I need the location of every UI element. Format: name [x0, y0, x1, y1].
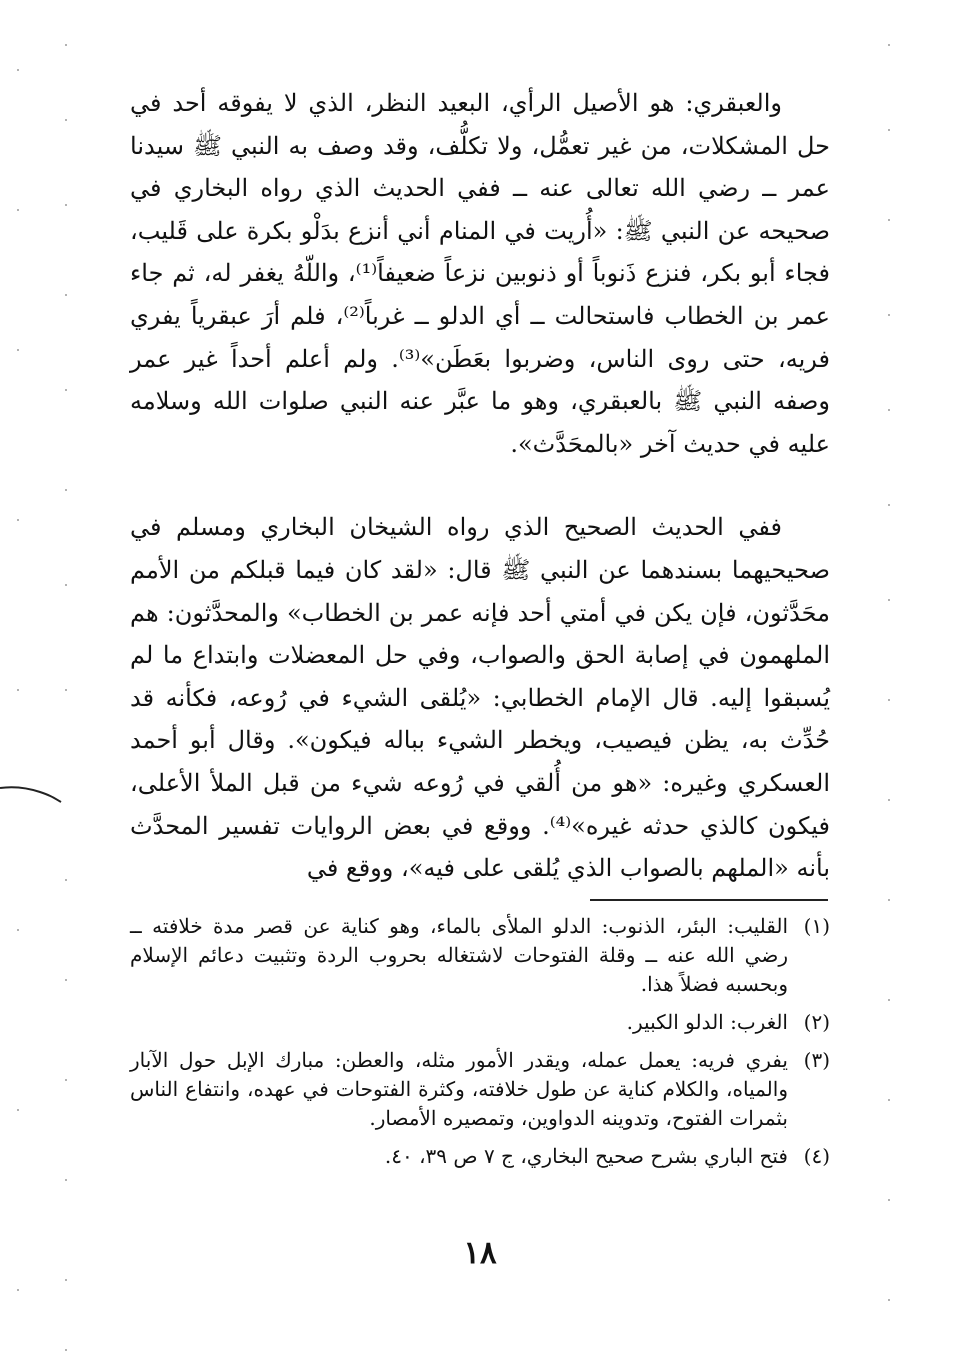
paragraph-2 — [130, 506, 830, 889]
paragraph-1-text: والعبقري: هو الأصيل الرأي، البعيد النظر، الذي لا يفوقه أحد في حل المشكلات، من غير تعمُّل، ولا تكلُّف، وقد وصف به النبي ﷺ سيدنا عمر ــ رضي الله تعالى عنه ــ ففي الحديث الذي رواه البخاري في صحيحه عن النبي ﷺ: «أُريت في المنام أني أنزع بدَلْو بكرة على قَليب، فجاء أبو بكر، فنزع ذَنوباً أو ذنوبين نزعاً ضعيفاً⁽¹⁾، واللّهُ يغفر له، ثم جاء عمر بن الخطاب فاستحالت ــ أي الدلو ــ غرباً⁽²⁾، فلم أرَ عبقرياً يفري فريه، حتى روى الناس، وضربوا بعَطَن»⁽³⁾. ولم أعلم أحداً غير عمر وصفه النبي ﷺ بالعبقري، وهو ما عبَّر عنه النبي صلوات الله وسلامه عليه في حديث آخر «بالمحَدَّث». — [130, 89, 830, 458]
footnote-text: فتح الباري بشرح صحيح البخاري، ج ٧ ص ٣٩، ٤٠. — [384, 1144, 788, 1168]
footnote-number: (٢) — [803, 1010, 830, 1034]
footnote-3 — [130, 1046, 830, 1133]
footnote-2 — [130, 1008, 830, 1037]
footnote-text: القليب: البئر، الذنوب: الدلو الملأى بالماء، وهو كناية عن قصر مدة خلافته ــ رضي الله عنه ــ وقلة الفتوحات لاشتغاله بحروب الردة وتثبيت دعائم الإسلام وبحسبه فضلاً هذا. — [130, 914, 788, 996]
footnote-number: (٣) — [803, 1048, 830, 1072]
footnote-number: (٤) — [803, 1144, 830, 1168]
page-content — [130, 82, 830, 890]
paragraph-2-text: ففي الحديث الصحيح الذي رواه الشيخان البخاري ومسلم في صحيحيهما بسندهما عن النبي ﷺ قال: «لقد كان فيما قبلكم من الأمم محَدَّثون، فإن يكن في أمتي أحد فإنه عمر بن الخطاب» والمحدَّثون: هم الملهمون في إصابة الحق والصواب، وفي حل المعضلات وابتداع ما لم يُسبقوا إليه. قال الإمام الخطابي: «يُلقى الشيء في رُوعه، فكأنه قد حُدِّث به، يظن فيصيب، ويخطر الشيء بباله فيكون». وقال أبو أحمد العسكري وغيره: «هو من أُلقي في رُوعه شيء من قبل الملأ الأعلى، فيكون كالذي حدثه غيره»⁽⁴⁾. ووقع في بعض الروايات تفسير المحدَّث بأنه «الملهم بالصواب الذي يُلقى على فيه»، ووقع في — [130, 513, 830, 883]
footnote-text: يفري فريه: يعمل عمله، ويقدر الأمور مثله، والعطن: مبارك الإبل حول الآبار والمياه، والكلام كناية عن طول خلافته، وكثرة الفتوحات في عهده، وانتفاع الناس بثمرات الفتوح، وتدوينه الدواوين، وتمصيره الأمصار. — [130, 1048, 788, 1130]
scan-margin-mark — [0, 781, 62, 803]
footnote-4 — [130, 1142, 830, 1171]
footnote-number: (١) — [803, 914, 830, 938]
page-number: ١٨ — [463, 1235, 497, 1271]
footnote-text: الغرب: الدلو الكبير. — [626, 1010, 788, 1034]
footnotes — [130, 912, 830, 1180]
footnote-separator — [590, 899, 828, 901]
paragraph-1 — [130, 82, 830, 465]
footnote-1 — [130, 912, 830, 999]
